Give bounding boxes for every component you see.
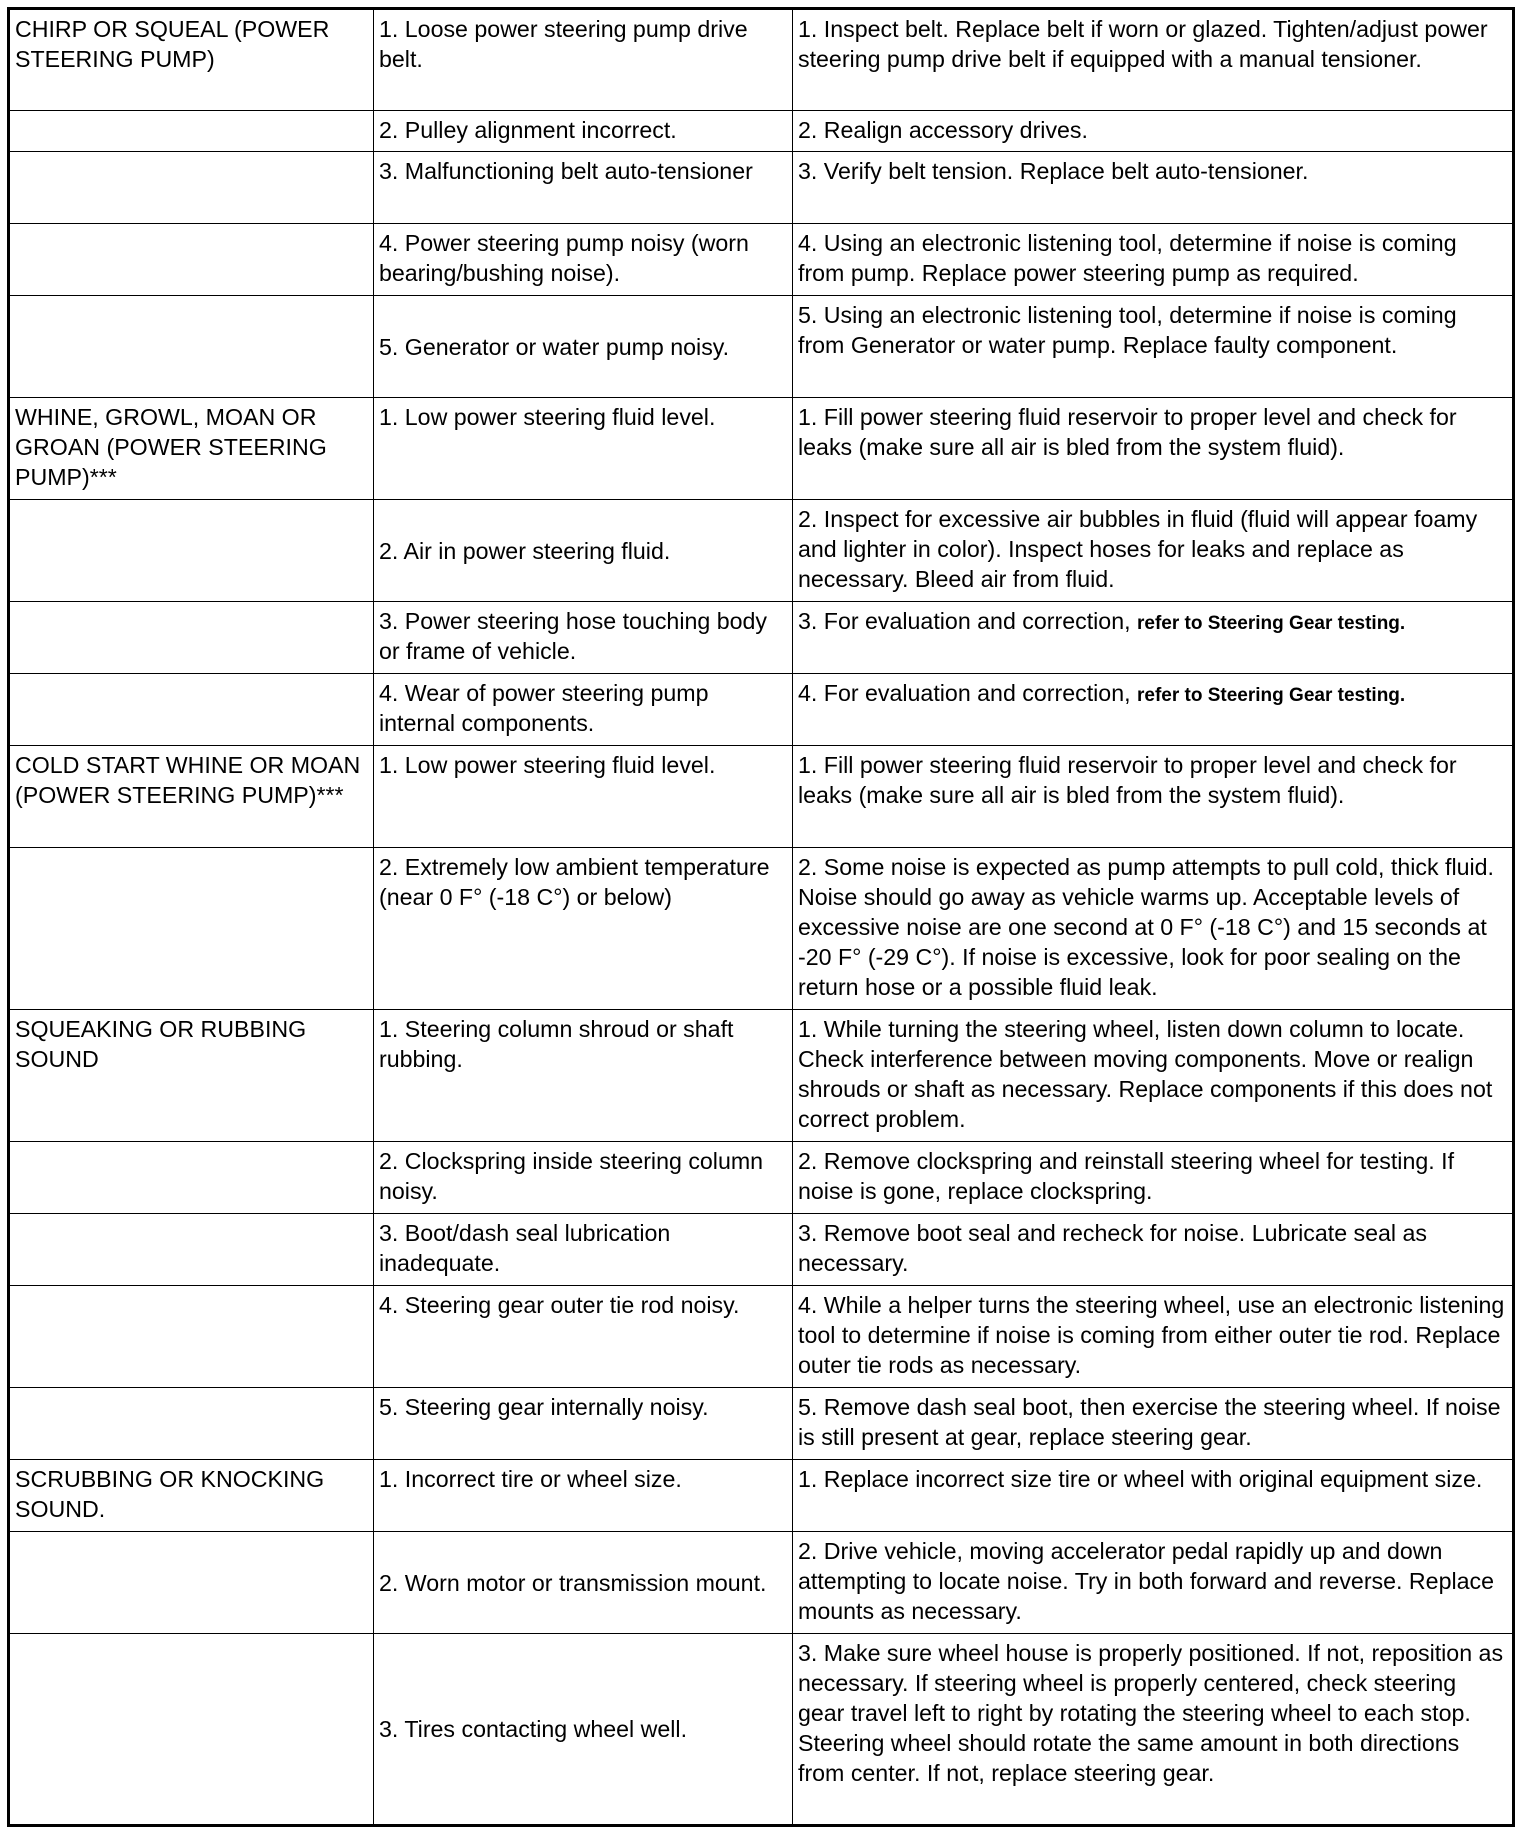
table-row	[9, 111, 1514, 152]
reference-link-text: refer to Steering Gear testing.	[1137, 685, 1406, 706]
table-row	[9, 1532, 1514, 1634]
table-row	[9, 746, 1514, 848]
condition-cell: COLD START WHINE OR MOAN (POWER STEERING PUMP)***	[9, 746, 374, 848]
table-row	[9, 398, 1514, 500]
cause-cell: 5. Generator or water pump noisy.	[374, 296, 793, 398]
table-row	[9, 152, 1514, 224]
correction-cell: 1. Fill power steering fluid reservoir to proper level and check for leaks (make sure all air is bled from the system fluid).	[793, 398, 1514, 500]
condition-cell	[9, 1142, 374, 1214]
table-row	[9, 1010, 1514, 1142]
condition-cell	[9, 111, 374, 152]
cause-cell: 2. Clockspring inside steering column noisy.	[374, 1142, 793, 1214]
correction-cell: 4. While a helper turns the steering wheel, use an electronic listening tool to determine if noise is coming from either outer tie rod. Replace outer tie rods as necessary.	[793, 1286, 1514, 1388]
cause-cell: 3. Power steering hose touching body or frame of vehicle.	[374, 602, 793, 674]
table-row	[9, 1142, 1514, 1214]
cause-cell: 2. Pulley alignment incorrect.	[374, 111, 793, 152]
condition-cell: SCRUBBING OR KNOCKING SOUND.	[9, 1460, 374, 1532]
correction-text: 4. For evaluation and correction,	[798, 680, 1131, 706]
table-row	[9, 500, 1514, 602]
condition-cell	[9, 296, 374, 398]
correction-cell: 1. While turning the steering wheel, listen down column to locate. Check interference between moving components. Move or realign shrouds or shaft as necessary. Replace components if this does not correct problem.	[793, 1010, 1514, 1142]
cause-cell: 3. Tires contacting wheel well.	[374, 1634, 793, 1826]
condition-cell: WHINE, GROWL, MOAN OR GROAN (POWER STEERING PUMP)***	[9, 398, 374, 500]
correction-cell: 3. Verify belt tension. Replace belt auto-tensioner.	[793, 152, 1514, 224]
table-row	[9, 296, 1514, 398]
cause-cell: 4. Wear of power steering pump internal components.	[374, 674, 793, 746]
correction-cell: 5. Using an electronic listening tool, determine if noise is coming from Generator or water pump. Replace faulty component.	[793, 296, 1514, 398]
correction-cell: 3. Make sure wheel house is properly positioned. If not, reposition as necessary. If steering wheel is properly centered, check steering gear travel left to right by rotating the steering wheel to each stop. Steering wheel should rotate the same amount in both directions from center. If not, replace steering gear.	[793, 1634, 1514, 1826]
table-row	[9, 1634, 1514, 1826]
cause-cell: 2. Air in power steering fluid.	[374, 500, 793, 602]
correction-cell: 4. Using an electronic listening tool, determine if noise is coming from pump. Replace power steering pump as required.	[793, 224, 1514, 296]
correction-cell: 1. Inspect belt. Replace belt if worn or glazed. Tighten/adjust power steering pump drive belt if equipped with a manual tensioner.	[793, 9, 1514, 111]
condition-cell	[9, 848, 374, 1010]
correction-cell: 1. Fill power steering fluid reservoir to proper level and check for leaks (make sure all air is bled from the system fluid).	[793, 746, 1514, 848]
condition-cell	[9, 1214, 374, 1286]
correction-cell: 2. Drive vehicle, moving accelerator pedal rapidly up and down attempting to locate noise. Try in both forward and reverse. Replace mounts as necessary.	[793, 1532, 1514, 1634]
table-row	[9, 1286, 1514, 1388]
correction-cell: 5. Remove dash seal boot, then exercise the steering wheel. If noise is still present at gear, replace steering gear.	[793, 1388, 1514, 1460]
correction-cell: 2. Remove clockspring and reinstall steering wheel for testing. If noise is gone, replace clockspring.	[793, 1142, 1514, 1214]
cause-cell: 3. Malfunctioning belt auto-tensioner	[374, 152, 793, 224]
correction-cell	[793, 602, 1514, 674]
correction-cell	[793, 674, 1514, 746]
reference-link-text: refer to Steering Gear testing.	[1137, 613, 1406, 634]
condition-cell	[9, 1286, 374, 1388]
cause-cell: 5. Steering gear internally noisy.	[374, 1388, 793, 1460]
correction-cell: 1. Replace incorrect size tire or wheel with original equipment size.	[793, 1460, 1514, 1532]
condition-cell	[9, 152, 374, 224]
cause-cell: 1. Loose power steering pump drive belt.	[374, 9, 793, 111]
correction-cell: 2. Realign accessory drives.	[793, 111, 1514, 152]
cause-cell: 3. Boot/dash seal lubrication inadequate.	[374, 1214, 793, 1286]
table-row	[9, 674, 1514, 746]
cause-cell: 1. Low power steering fluid level.	[374, 398, 793, 500]
condition-cell	[9, 602, 374, 674]
cause-cell: 1. Steering column shroud or shaft rubbing.	[374, 1010, 793, 1142]
condition-cell	[9, 1634, 374, 1826]
table-row	[9, 602, 1514, 674]
condition-cell	[9, 1532, 374, 1634]
condition-cell	[9, 674, 374, 746]
table-row	[9, 1388, 1514, 1460]
condition-cell: CHIRP OR SQUEAL (POWER STEERING PUMP)	[9, 9, 374, 111]
cause-cell: 1. Low power steering fluid level.	[374, 746, 793, 848]
cause-cell: 4. Power steering pump noisy (worn bearing/bushing noise).	[374, 224, 793, 296]
condition-cell: SQUEAKING OR RUBBING SOUND	[9, 1010, 374, 1142]
table-row	[9, 1460, 1514, 1532]
condition-cell	[9, 1388, 374, 1460]
diagnosis-table	[7, 7, 1515, 1827]
correction-cell: 3. Remove boot seal and recheck for noise. Lubricate seal as necessary.	[793, 1214, 1514, 1286]
condition-cell	[9, 500, 374, 602]
correction-cell: 2. Inspect for excessive air bubbles in fluid (fluid will appear foamy and lighter in color). Inspect hoses for leaks and replace as necessary. Bleed air from fluid.	[793, 500, 1514, 602]
table-row	[9, 9, 1514, 111]
cause-cell: 2. Extremely low ambient temperature (near 0 F° (-18 C°) or below)	[374, 848, 793, 1010]
correction-text: 3. For evaluation and correction,	[798, 608, 1131, 634]
table-row	[9, 224, 1514, 296]
cause-cell: 4. Steering gear outer tie rod noisy.	[374, 1286, 793, 1388]
condition-cell	[9, 224, 374, 296]
cause-cell: 2. Worn motor or transmission mount.	[374, 1532, 793, 1634]
table-row	[9, 848, 1514, 1010]
cause-cell: 1. Incorrect tire or wheel size.	[374, 1460, 793, 1532]
table-row	[9, 1214, 1514, 1286]
correction-cell: 2. Some noise is expected as pump attempts to pull cold, thick fluid. Noise should go away as vehicle warms up. Acceptable levels of excessive noise are one second at 0 F° (-18 C°) and 15 seconds at -20 F° (-29 C°). If noise is excessive, look for poor sealing on the return hose or a possible fluid leak.	[793, 848, 1514, 1010]
